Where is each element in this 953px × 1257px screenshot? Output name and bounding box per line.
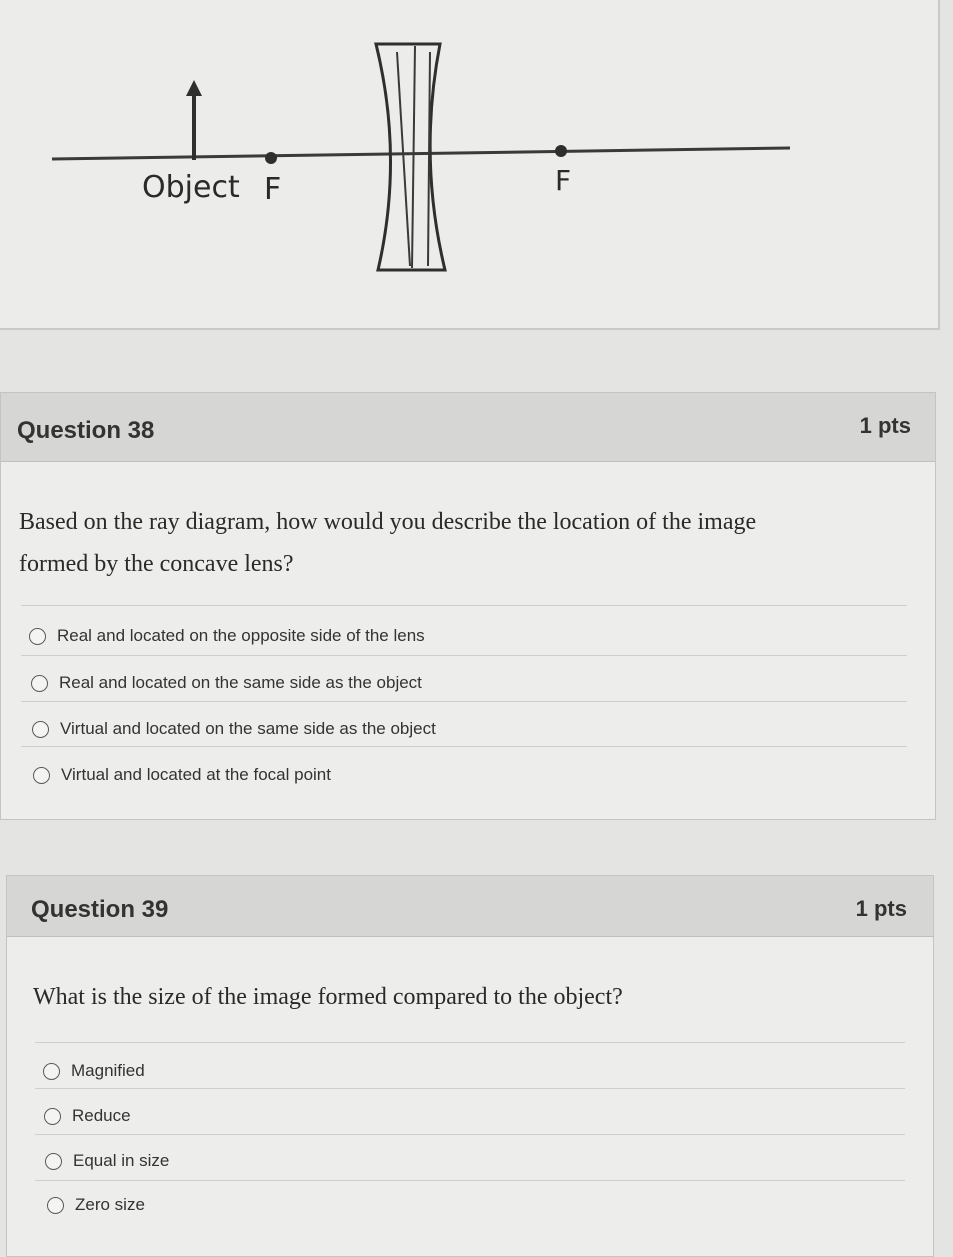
answer-label: Virtual and located at the focal point	[61, 765, 331, 784]
radio-button[interactable]	[32, 721, 49, 738]
radio-button[interactable]	[31, 675, 48, 692]
answer-label: Virtual and located on the same side as the object	[60, 719, 436, 738]
answer-label: Magnified	[71, 1061, 145, 1080]
object-label: Object	[142, 170, 240, 205]
answer-option[interactable]	[33, 755, 331, 795]
answer-option[interactable]	[29, 616, 425, 656]
radio-button[interactable]	[33, 767, 50, 784]
ray-diagram-panel	[0, 0, 940, 330]
answer-option[interactable]	[45, 1141, 169, 1181]
answer-label: Real and located on the opposite side of the lens	[57, 626, 425, 645]
divider	[35, 1042, 905, 1043]
divider	[21, 701, 907, 702]
question-39-title: Question 39	[31, 896, 169, 923]
question-39-text	[33, 976, 893, 1018]
question-39-card	[6, 875, 934, 1257]
focal-right-label: F	[555, 164, 572, 197]
divider	[21, 655, 907, 656]
question-39-header	[7, 876, 933, 937]
answer-option[interactable]	[32, 709, 436, 749]
radio-button[interactable]	[43, 1063, 60, 1080]
concave-lens-diagram	[0, 0, 938, 328]
principal-axis	[52, 148, 790, 159]
focal-point-right	[555, 145, 567, 157]
question-39-text-line-1: What is the size of the image formed compared to the object?	[33, 984, 623, 1010]
concave-lens	[376, 44, 445, 270]
answer-option[interactable]	[47, 1185, 145, 1225]
question-39-points: 1 pts	[855, 896, 907, 921]
focal-point-left	[265, 152, 277, 164]
radio-button[interactable]	[45, 1153, 62, 1170]
answer-label: Zero size	[75, 1195, 145, 1214]
answer-option[interactable]	[44, 1096, 131, 1136]
answer-option[interactable]	[43, 1051, 145, 1091]
question-38-text-line-2: formed by the concave lens?	[19, 551, 294, 577]
answer-label: Real and located on the same side as the object	[59, 673, 422, 692]
radio-button[interactable]	[29, 628, 46, 645]
answer-label: Reduce	[72, 1106, 131, 1125]
radio-button[interactable]	[44, 1108, 61, 1125]
question-38-points: 1 pts	[859, 413, 911, 438]
divider	[35, 1180, 905, 1181]
answer-option[interactable]	[31, 663, 422, 703]
divider	[35, 1134, 905, 1135]
focal-left-label: F	[264, 172, 282, 207]
question-38-header	[1, 393, 935, 462]
divider	[35, 1088, 905, 1089]
question-38-text-line-1: Based on the ray diagram, how would you describe the location of the image	[19, 509, 757, 535]
question-38-text	[19, 501, 895, 585]
object-arrowhead	[186, 80, 202, 96]
question-38-card	[0, 392, 936, 820]
answer-label: Equal in size	[73, 1151, 170, 1170]
question-38-title: Question 38	[17, 417, 155, 444]
radio-button[interactable]	[47, 1197, 64, 1214]
divider	[21, 746, 907, 747]
divider	[21, 605, 907, 606]
